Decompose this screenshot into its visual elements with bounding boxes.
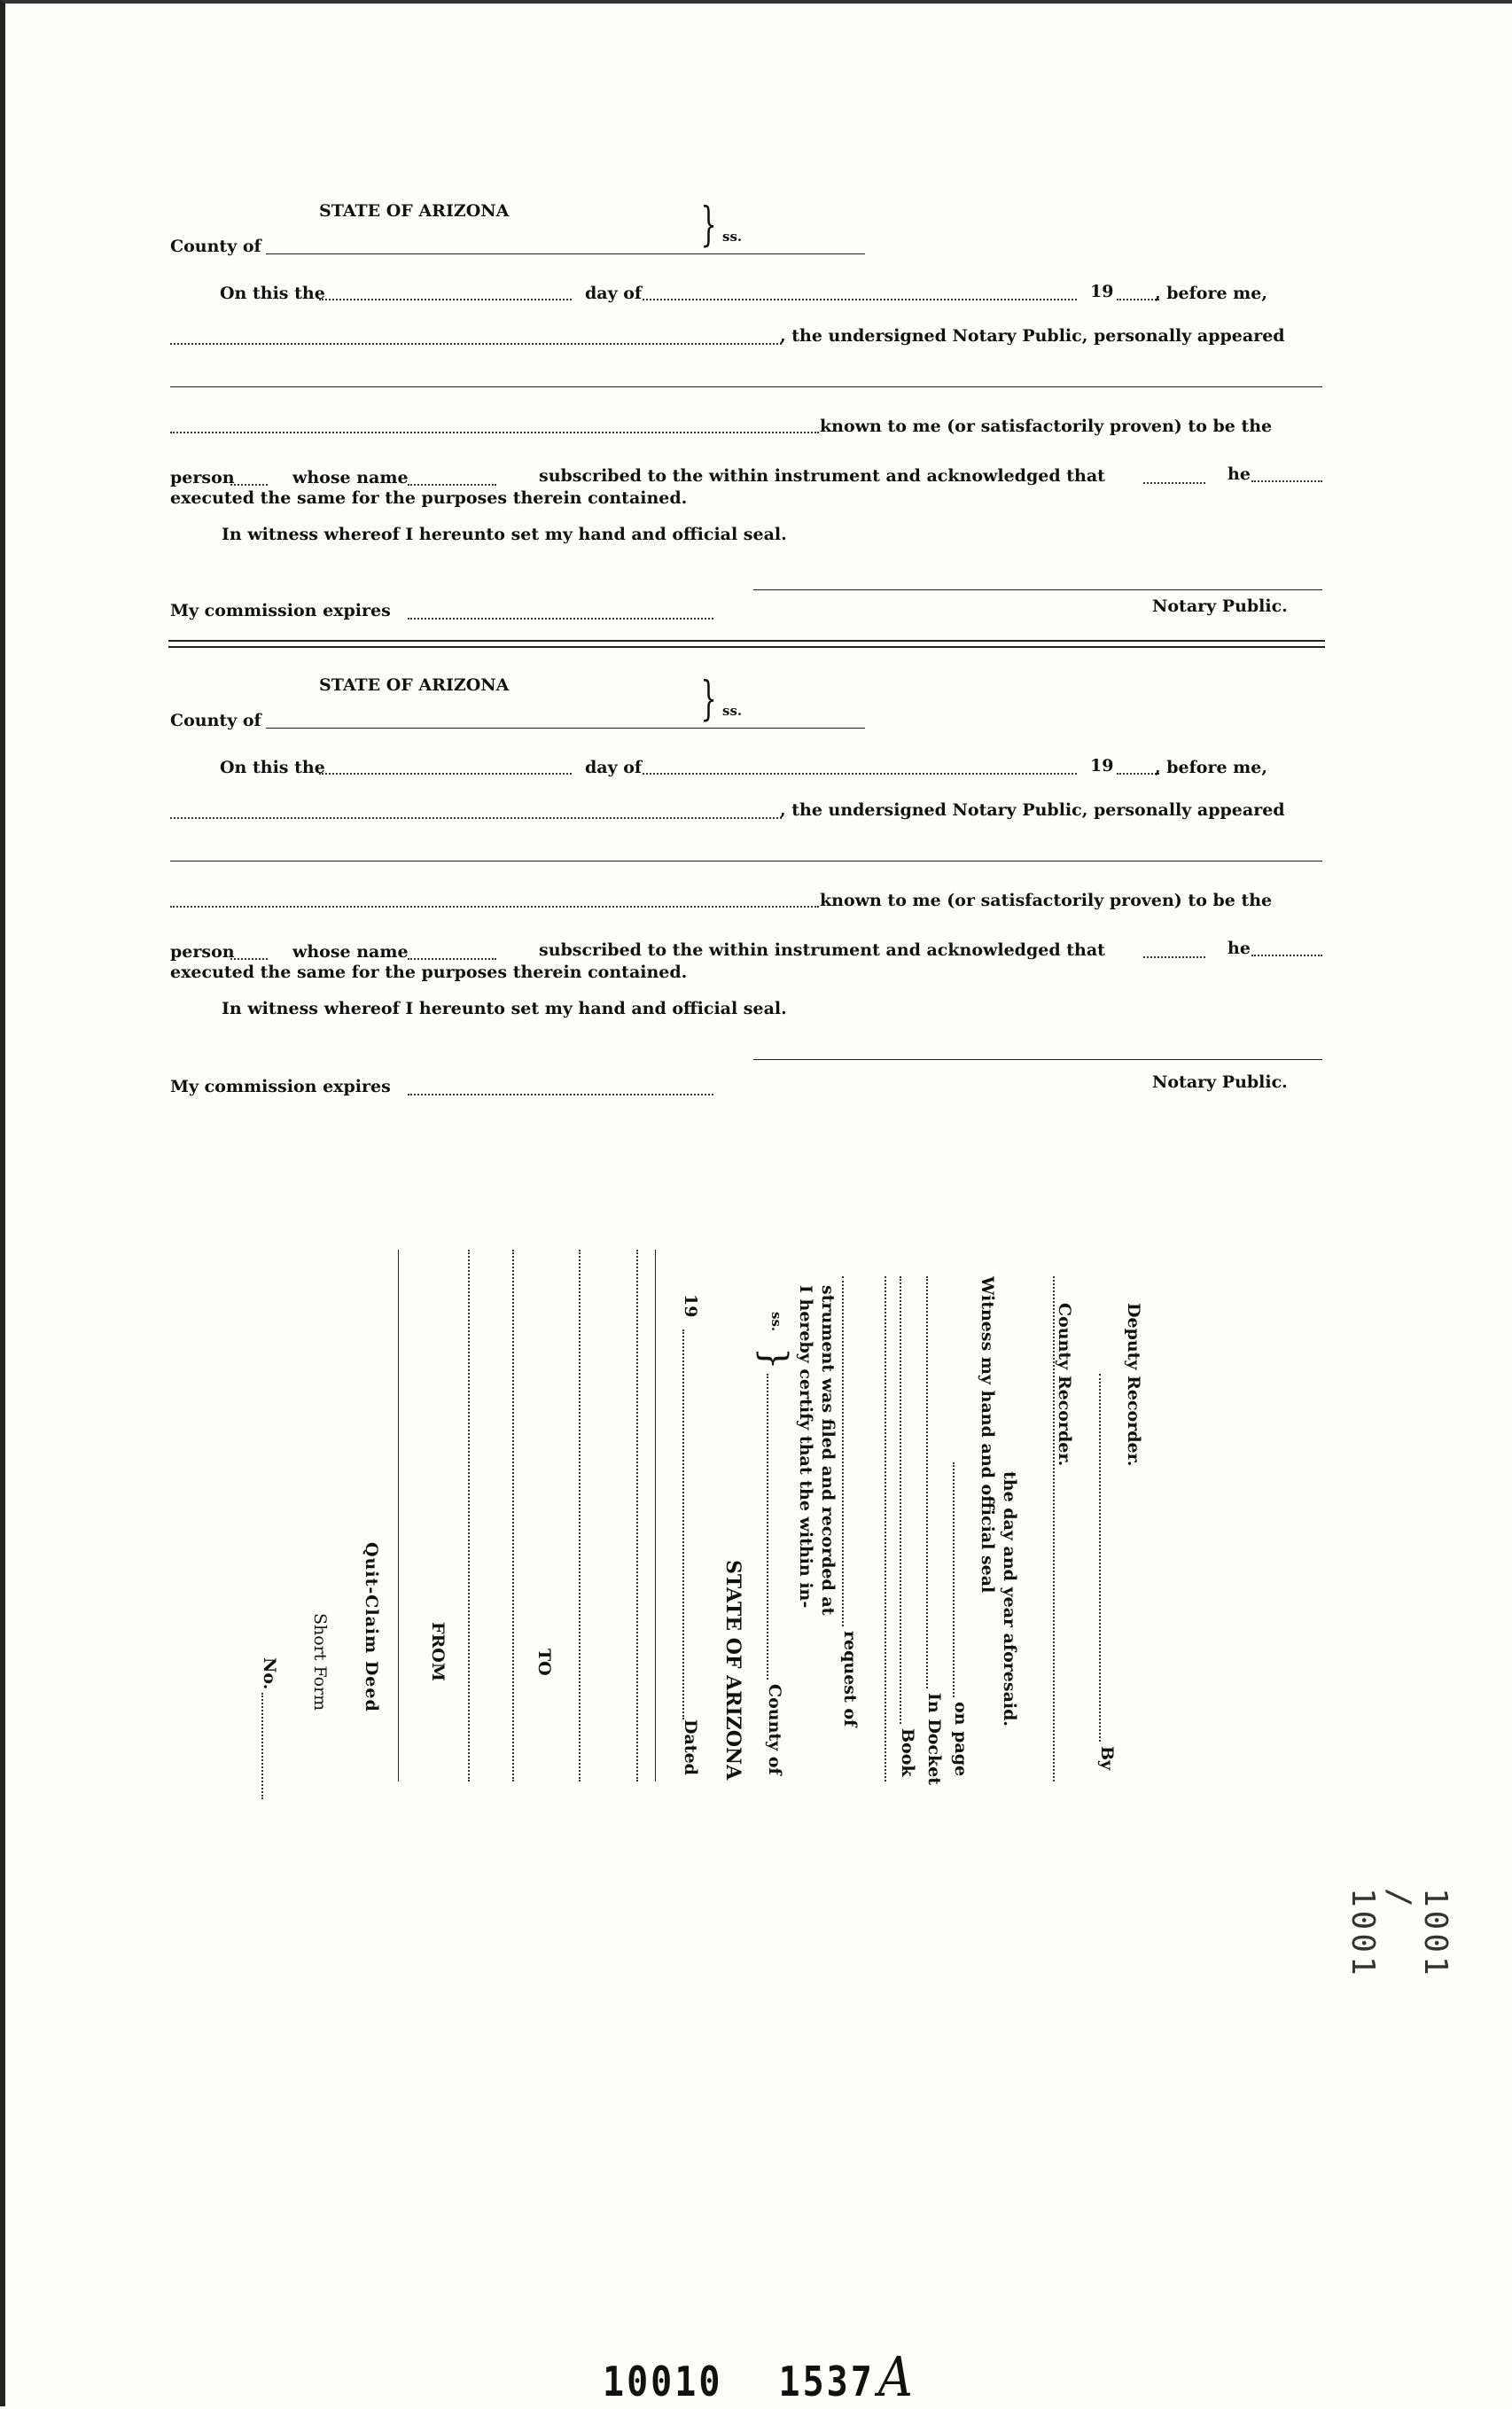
witness-line-2: the day and year aforesaid. [1000, 1471, 1019, 1727]
certify-line-2: strument was filed and recorded at [818, 1285, 838, 1616]
from-line-2[interactable] [512, 1250, 514, 1781]
commission-label: My commission expires [170, 601, 391, 620]
request-line[interactable] [842, 1276, 844, 1626]
page-line[interactable] [953, 1462, 955, 1697]
notary-name-line[interactable] [170, 343, 782, 345]
to-line-3[interactable] [655, 1250, 656, 1781]
deed-subtitle: Short Form [310, 1613, 330, 1711]
person-suffix-line[interactable] [230, 958, 268, 960]
ss-label: ss. [722, 229, 743, 245]
to-line-1[interactable] [579, 1250, 581, 1781]
deed-back-panel [168, 1250, 1321, 1786]
undersigned-label: , the undersigned Notary Public, personally appeared [780, 800, 1285, 820]
acknowledgment-block-2 [168, 669, 1325, 1103]
ss-label: ss. [722, 703, 743, 719]
brace: } [700, 673, 717, 726]
by-label: By [1097, 1746, 1117, 1771]
day-line[interactable] [319, 773, 572, 775]
to-label: TO [534, 1649, 554, 1676]
subscribed-label: subscribed to the within instrument and acknowledged that [539, 940, 1105, 960]
he-label: he [1228, 939, 1251, 958]
to-line-2[interactable] [636, 1250, 638, 1781]
state-heading: STATE OF ARIZONA [319, 675, 510, 695]
known-label: known to me (or satisfactorily proven) to be the [820, 891, 1273, 910]
person-label: person [170, 942, 235, 962]
he-label: he [1228, 464, 1251, 484]
ss-label: ss. [768, 1312, 784, 1332]
dated-year-label: 19 [681, 1294, 700, 1318]
side-stamp-number: 1001 / 1001 [1344, 1888, 1454, 1979]
acknowledgment-block-1 [168, 195, 1325, 629]
by-line[interactable] [1099, 1374, 1101, 1742]
month-line[interactable] [643, 773, 1077, 775]
county-line[interactable] [266, 253, 865, 254]
commission-label: My commission expires [170, 1077, 391, 1096]
on-this-the-label: On this the [220, 284, 325, 303]
executed-label: executed the same for the purposes therein contained. [170, 963, 688, 982]
title-underline [398, 1250, 399, 1781]
whose-name-line[interactable] [408, 958, 496, 960]
executed-label: executed the same for the purposes therein contained. [170, 488, 688, 508]
blank-line-1[interactable] [885, 1276, 886, 1781]
notary-public-label: Notary Public. [1152, 596, 1288, 616]
year-line[interactable] [1117, 299, 1159, 300]
no-label: No. [260, 1657, 279, 1690]
notary-signature-line[interactable] [753, 589, 1322, 590]
dated-line[interactable] [682, 1329, 684, 1719]
state-heading: STATE OF ARIZONA [721, 1560, 744, 1781]
deputy-recorder-label: Deputy Recorder. [1124, 1303, 1143, 1467]
commission-line[interactable] [408, 1094, 713, 1095]
brace: } [753, 1347, 794, 1370]
docket-label: In Docket [924, 1693, 944, 1786]
no-line[interactable] [261, 1693, 263, 1799]
day-of-label: day of [585, 284, 643, 303]
notary-signature-line[interactable] [753, 1059, 1322, 1060]
year-label: 19 [1090, 282, 1114, 301]
state-heading: STATE OF ARIZONA [319, 201, 510, 221]
book-label: Book [898, 1728, 917, 1777]
county-line[interactable] [767, 1374, 768, 1680]
certify-line-3: request of [840, 1631, 860, 1727]
page-label: on page [951, 1702, 970, 1777]
day-line[interactable] [319, 299, 572, 300]
before-me-label: , before me, [1155, 284, 1267, 303]
undersigned-label: , the undersigned Notary Public, personally appeared [780, 326, 1285, 346]
appeared-line-1[interactable] [170, 386, 1322, 387]
whose-name-line[interactable] [408, 484, 496, 486]
he-line[interactable] [1251, 480, 1322, 482]
stamp-handwritten-letter: A [877, 2344, 916, 2409]
stamp-number: 10010 [603, 2358, 723, 2406]
brace: } [700, 199, 717, 252]
witness-label: In witness whereof I hereunto set my hand and official seal. [222, 525, 787, 544]
known-label: known to me (or satisfactorily proven) to be the [820, 417, 1273, 436]
before-me-label: , before me, [1155, 758, 1267, 777]
person-suffix-line[interactable] [230, 484, 268, 486]
appeared-line-2[interactable] [170, 906, 819, 908]
on-this-the-label: On this the [220, 758, 325, 777]
county-label: County of [170, 237, 261, 256]
dated-label: Dated [681, 1719, 700, 1775]
stamp-second-number: 1537 [778, 2358, 875, 2406]
subscribed-label: subscribed to the within instrument and acknowledged that [539, 466, 1105, 486]
acknowledged-line[interactable] [1143, 482, 1205, 484]
year-line[interactable] [1117, 773, 1159, 775]
witness-line-1: Witness my hand and official seal [978, 1276, 997, 1594]
county-recorder-label: County Recorder. [1055, 1303, 1074, 1467]
he-line[interactable] [1251, 955, 1322, 956]
day-of-label: day of [585, 758, 643, 777]
recording-stamp [603, 2344, 916, 2408]
notary-public-label: Notary Public. [1152, 1072, 1288, 1092]
whose-name-label: whose name [292, 942, 409, 962]
witness-label: In witness whereof I hereunto set my hand and official seal. [222, 999, 787, 1018]
notary-name-line[interactable] [170, 817, 782, 819]
county-label: County of [170, 711, 261, 730]
county-label: County of [765, 1684, 784, 1775]
commission-line[interactable] [408, 618, 713, 620]
county-line[interactable] [266, 728, 865, 729]
book-line[interactable] [900, 1276, 901, 1724]
docket-line[interactable] [926, 1276, 928, 1688]
section-divider [168, 640, 1325, 648]
from-label: FROM [428, 1622, 448, 1681]
from-line-1[interactable] [468, 1250, 470, 1781]
whose-name-label: whose name [292, 468, 409, 487]
deed-title: Quit-Claim Deed [362, 1542, 381, 1712]
certify-line-1: I hereby certify that the within in- [796, 1285, 815, 1609]
appeared-line-2[interactable] [170, 432, 819, 433]
year-label: 19 [1090, 756, 1114, 776]
acknowledged-line[interactable] [1143, 956, 1205, 958]
month-line[interactable] [643, 299, 1077, 300]
person-label: person [170, 468, 235, 487]
